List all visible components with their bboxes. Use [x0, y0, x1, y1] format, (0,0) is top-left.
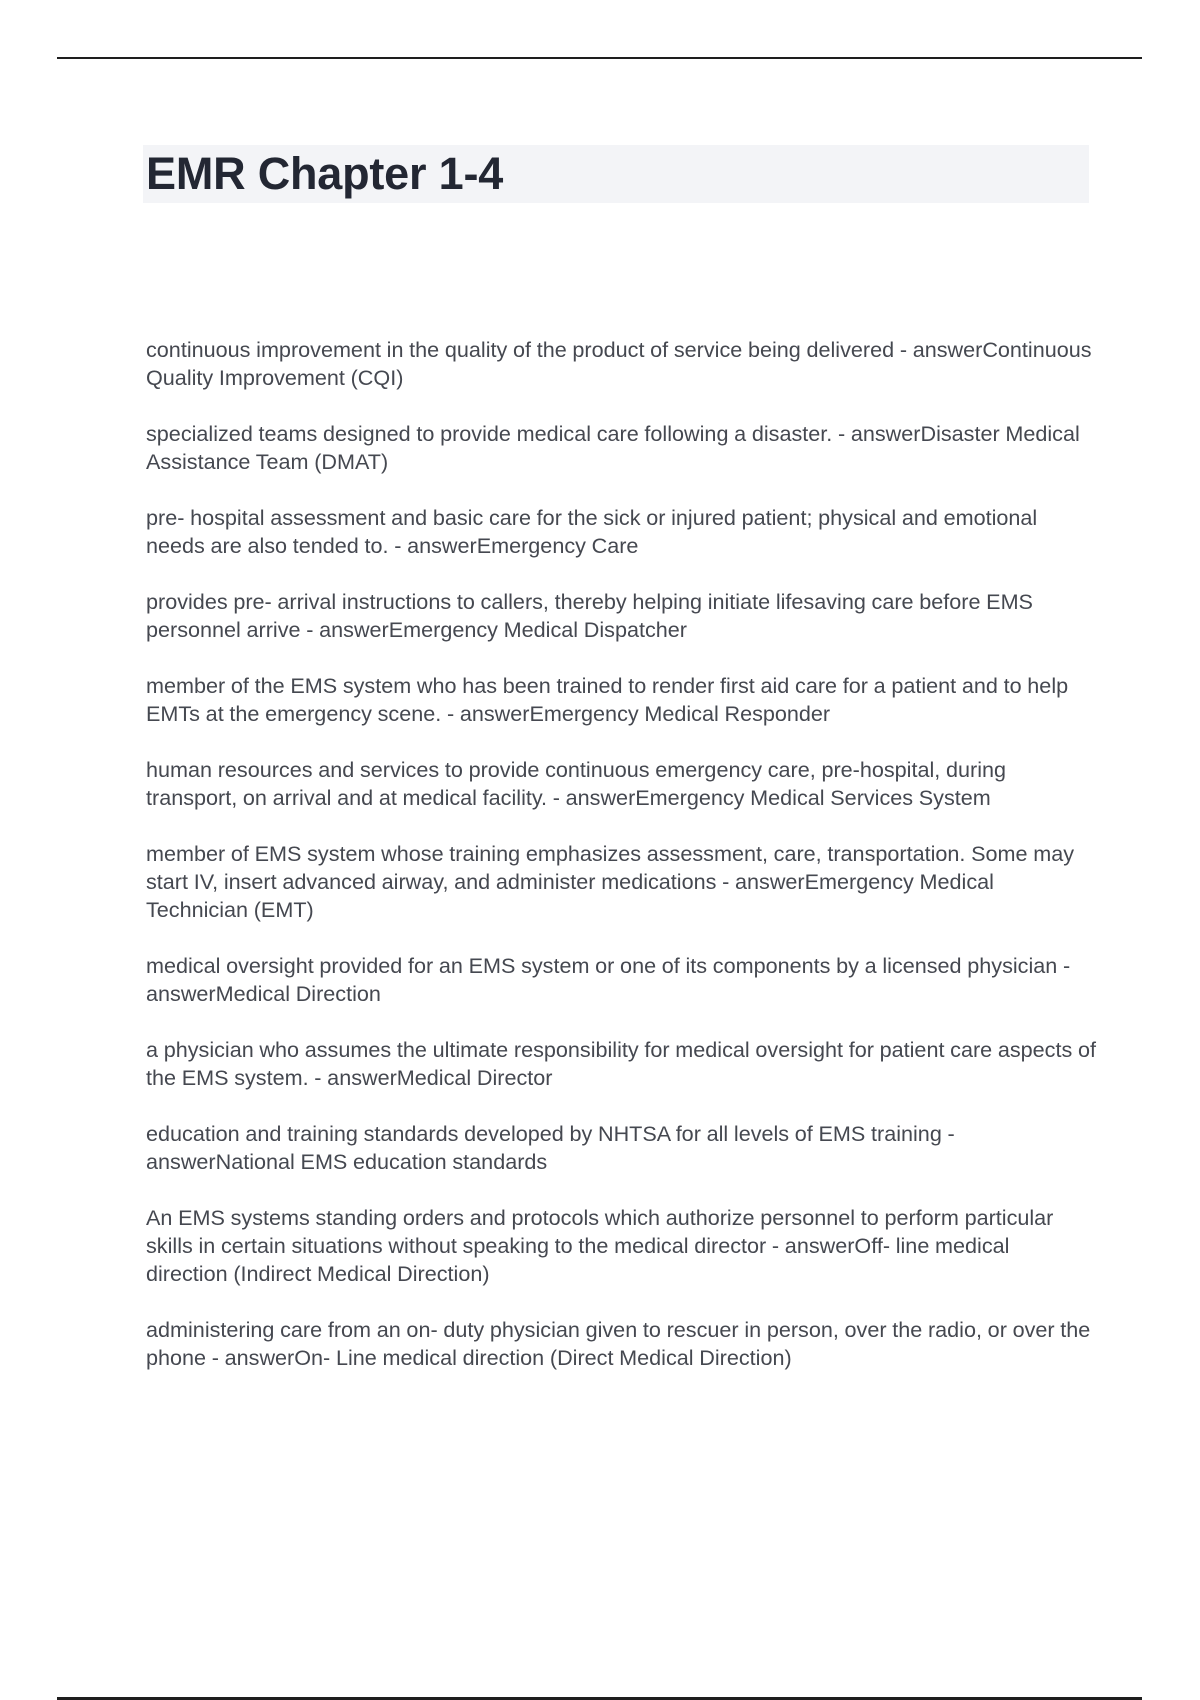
flashcard-item: a physician who assumes the ultimate responsibility for medical oversight for patient care aspects of the EMS system. - answerMedical Director: [146, 1037, 1096, 1090]
flashcard-item: human resources and services to provide continuous emergency care, pre-hospital, during transport, on arrival and at medical facility. - answerEmergency Medical Services System: [146, 757, 1007, 810]
flashcard-item: member of the EMS system who has been trained to render first aid care for a patient and to help EMTs at the emergency scene. - answerEmergency Medical Responder: [146, 673, 1069, 726]
flashcard-item: pre- hospital assessment and basic care for the sick or injured patient; physical and emotional needs are also tended to. - answerEmergency Care: [146, 505, 1038, 558]
flashcard-item: education and training standards developed by NHTSA for all levels of EMS training - answerNational EMS education standards: [146, 1121, 955, 1174]
flashcard-item: administering care from an on- duty physician given to rescuer in person, over the radio, or over the phone - answerOn- Line medical direction (Direct Medical Direction): [146, 1317, 1091, 1370]
flashcard-item: continuous improvement in the quality of the product of service being delivered - answerContinuous Quality Improvement (CQI): [146, 337, 1092, 390]
flashcard-item: An EMS systems standing orders and protocols which authorize personnel to perform particular skills in certain situations without speaking to the medical director - answerOff- line medical direction (Indirect Medical Direction): [146, 1205, 1054, 1286]
flashcard-item: medical oversight provided for an EMS system or one of its components by a licensed physician - answerMedical Direction: [146, 953, 1071, 1006]
flashcard-list: [146, 336, 1096, 1400]
top-divider: [57, 57, 1142, 59]
document-title: EMR Chapter 1-4: [146, 148, 504, 199]
flashcard-item: member of EMS system whose training emphasizes assessment, care, transportation. Some may start IV, insert advanced airway, and administer medications - answerEmergency Medical Technician (EMT): [146, 841, 1075, 922]
flashcard-item: specialized teams designed to provide medical care following a disaster. - answerDisaster Medical Assistance Team (DMAT): [146, 421, 1080, 474]
flashcard-item: provides pre- arrival instructions to callers, thereby helping initiate lifesaving care before EMS personnel arrive - answerEmergency Medical Dispatcher: [146, 589, 1033, 642]
